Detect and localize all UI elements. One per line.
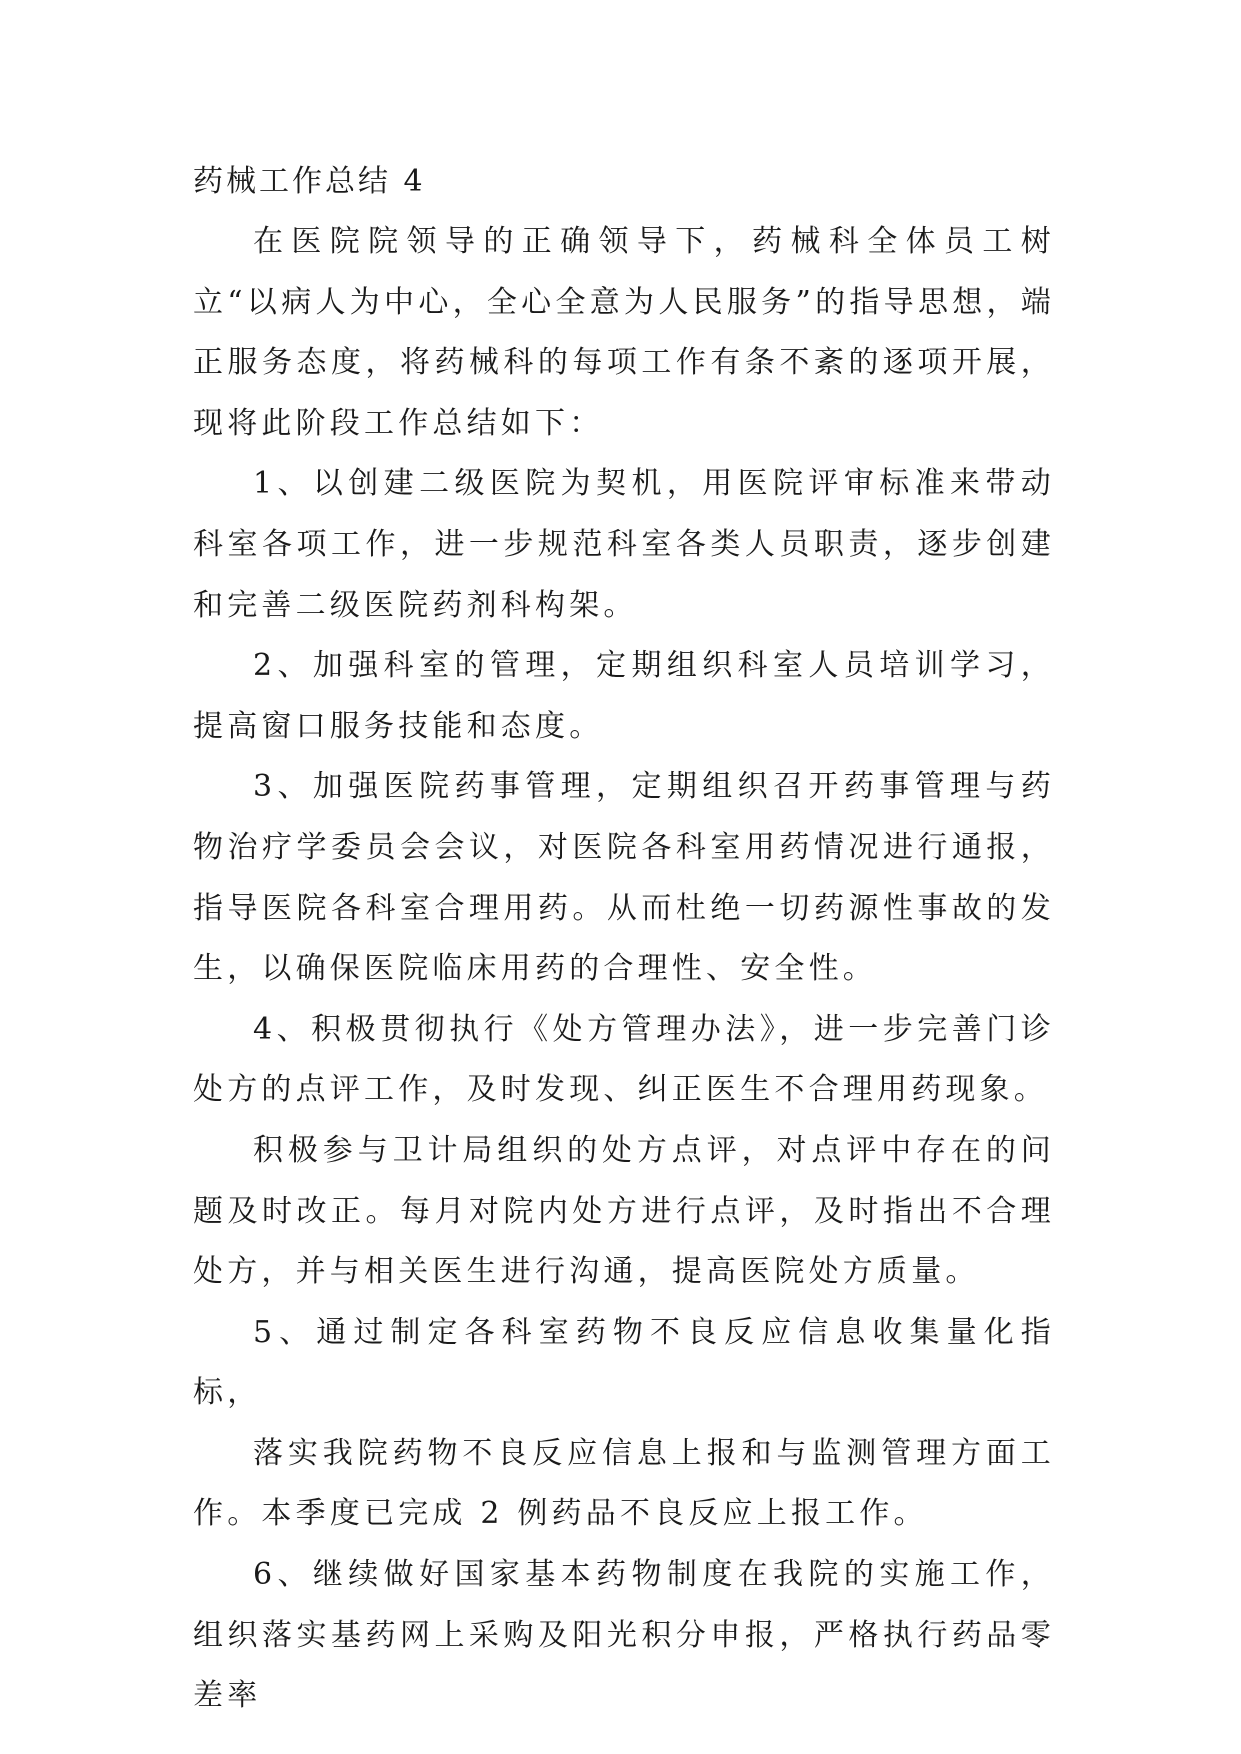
- document-title: 药械工作总结 4: [193, 164, 426, 199]
- paragraph-item-6: 6、继续做好国家基本药物制度在我院的实施工作，组织落实基药网上采购及阳光积分申报，严格执行药品零差率: [193, 1557, 1055, 1714]
- paragraph-intro: 在医院院领导的正确领导下，药械科全体员工树立“以病人为中心，全心全意为人民服务”的指导思想，端正服务态度，将药械科的每项工作有条不紊的逐项开展，现将此阶段工作总结如下：: [193, 224, 1055, 441]
- paragraph-item-4: 4、积极贯彻执行《处方管理办法》，进一步完善门诊处方的点评工作，及时发现、纠正医生不合理用药现象。: [193, 1011, 1055, 1108]
- document-body: [193, 152, 1055, 1727]
- paragraph-item-1: 1、以创建二级医院为契机，用医院评审标准来带动科室各项工作，进一步规范科室各类人员职责，逐步创建和完善二级医院药剂科构架。: [193, 466, 1055, 623]
- paragraph-item-2: 2、加强科室的管理，定期组织科室人员培训学习，提高窗口服务技能和态度。: [193, 648, 1055, 744]
- paragraph-item-4-continued: 积极参与卫计局组织的处方点评，对点评中存在的问题及时改正。每月对院内处方进行点评，及时指出不合理处方，并与相关医生进行沟通，提高医院处方质量。: [193, 1132, 1055, 1290]
- paragraph-item-5-continued: 落实我院药物不良反应信息上报和与监测管理方面工作。本季度已完成 2 例药品不良反应上报工作。: [193, 1435, 1055, 1532]
- paragraph-item-5: 5、通过制定各科室药物不良反应信息收集量化指标，: [193, 1314, 1055, 1411]
- paragraph-item-3: 3、加强医院药事管理，定期组织召开药事管理与药物治疗学委员会会议，对医院各科室用药情况进行通报，指导医院各科室合理用药。从而杜绝一切药源性事故的发生，以确保医院临床用药的合理性、安全性。: [193, 769, 1055, 987]
